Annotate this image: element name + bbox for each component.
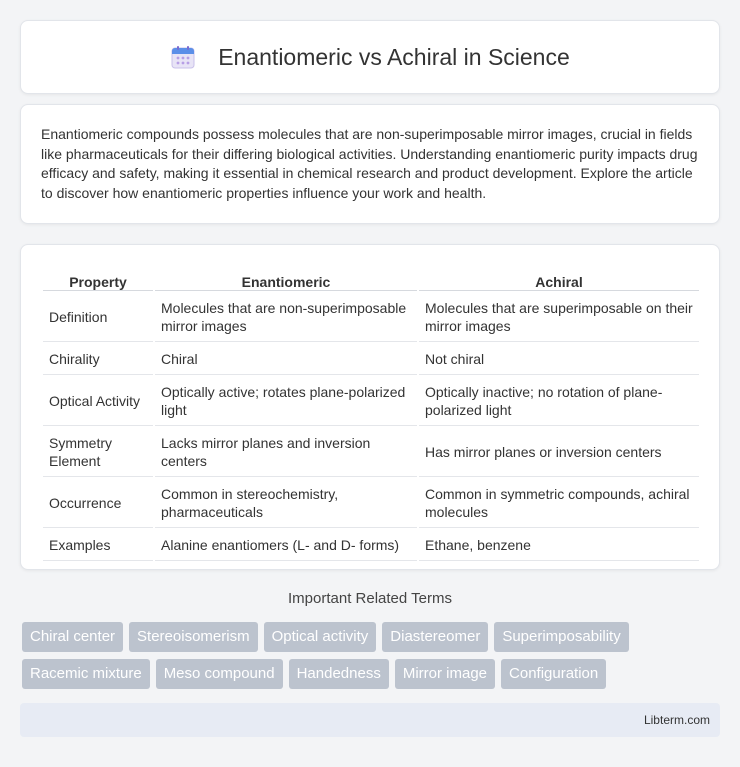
footer [20, 703, 720, 737]
header-card [20, 20, 720, 94]
comparison-table [41, 265, 701, 563]
table-header-row [43, 267, 699, 291]
cell-enantiomeric: Lacks mirror planes and inversion centers [155, 428, 417, 477]
cell-property: Occurrence [43, 479, 153, 528]
tag-racemic-mixture[interactable]: Racemic mixture [22, 659, 150, 689]
tag-row [22, 622, 722, 652]
related-terms-title: Important Related Terms [288, 590, 452, 607]
cell-enantiomeric: Alanine enantiomers (L- and D- forms) [155, 530, 417, 561]
header-achiral: Achiral [419, 267, 699, 291]
cell-property: Symmetry Element [43, 428, 153, 477]
intro-text: Enantiomeric compounds possess molecules that are non-superimposable mirror images, crucial in fields like pharmaceuticals for their differing biological activities. Understanding enantiomeric purity impacts drug efficacy and safety, making it essential in chemical research and product development. Explore the article to discover how enantiomeric properties influence your work and health. [41, 126, 698, 201]
cell-enantiomeric: Optically active; rotates plane-polarized light [155, 377, 417, 426]
tag-meso-compound[interactable]: Meso compound [156, 659, 283, 689]
tag-superimposability[interactable]: Superimposability [494, 622, 628, 652]
tag-mirror-image[interactable]: Mirror image [395, 659, 495, 689]
tag-chiral-center[interactable]: Chiral center [22, 622, 123, 652]
cell-enantiomeric: Common in stereochemistry, pharmaceuticals [155, 479, 417, 528]
tag-row [22, 659, 722, 689]
cell-achiral: Optically inactive; no rotation of plane-polarized light [419, 377, 699, 426]
footer-link[interactable]: Libterm.com [643, 713, 710, 727]
cell-property: Definition [43, 293, 153, 342]
cell-enantiomeric: Chiral [155, 344, 417, 375]
table-row [43, 479, 699, 528]
calendar-icon [170, 44, 196, 70]
intro-card [20, 104, 720, 224]
tag-stereoisomerism[interactable]: Stereoisomerism [129, 622, 258, 652]
cell-achiral: Molecules that are superimposable on their mirror images [419, 293, 699, 342]
cell-property: Examples [43, 530, 153, 561]
cell-achiral: Not chiral [419, 344, 699, 375]
table-row [43, 377, 699, 426]
cell-property: Optical Activity [43, 377, 153, 426]
cell-enantiomeric: Molecules that are non-superimposable mirror images [155, 293, 417, 342]
cell-achiral: Ethane, benzene [419, 530, 699, 561]
tag-configuration[interactable]: Configuration [501, 659, 606, 689]
cell-achiral: Has mirror planes or inversion centers [419, 428, 699, 477]
cell-achiral: Common in symmetric compounds, achiral molecules [419, 479, 699, 528]
tag-diastereomer[interactable]: Diastereomer [382, 622, 488, 652]
tag-handedness[interactable]: Handedness [289, 659, 389, 689]
tag-optical-activity[interactable]: Optical activity [264, 622, 377, 652]
table-row [43, 530, 699, 561]
table-row [43, 344, 699, 375]
table-row [43, 293, 699, 342]
cell-property: Chirality [43, 344, 153, 375]
header-enantiomeric: Enantiomeric [155, 267, 417, 291]
related-terms-tags [22, 622, 722, 696]
header-property: Property [43, 267, 153, 291]
page-title: Enantiomeric vs Achiral in Science [218, 43, 570, 70]
table-row [43, 428, 699, 477]
comparison-table-card [20, 244, 720, 570]
